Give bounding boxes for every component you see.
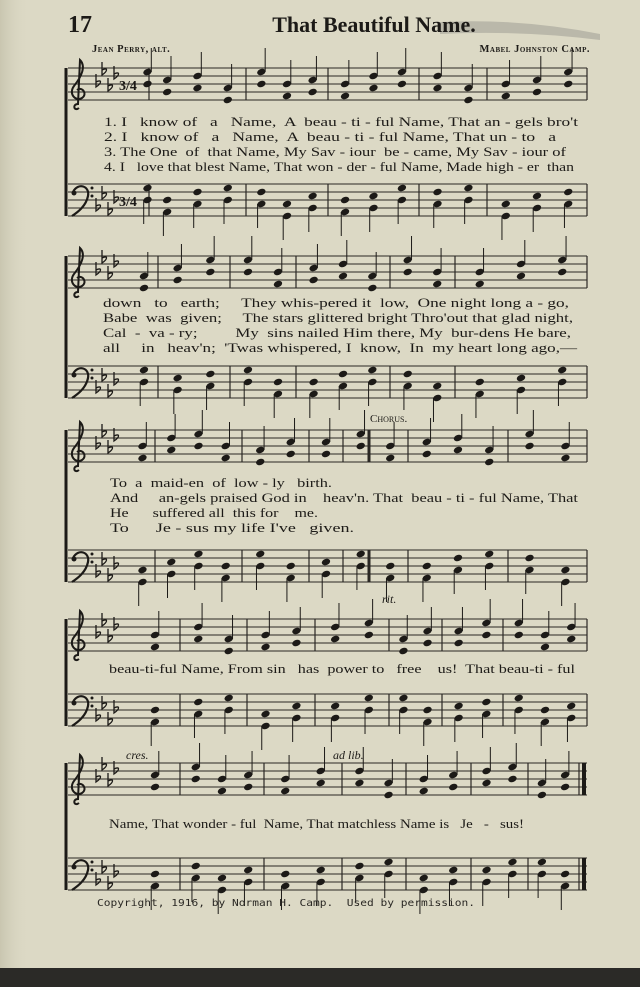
note-head: [308, 192, 318, 201]
lyric-verse-2-line-2: Babe was given; The stars glittered bright Thro'out that glad night,: [103, 310, 573, 325]
note-head: [309, 378, 319, 387]
note-head: [224, 647, 234, 656]
cres-marking: cres.: [126, 748, 149, 762]
page-binding-shadow: [0, 0, 30, 987]
note-head: [432, 84, 442, 93]
note-head: [321, 450, 331, 459]
note-head: [224, 694, 234, 703]
note-head: [139, 284, 149, 293]
note-head: [422, 639, 432, 648]
note-head: [422, 450, 432, 459]
note-head: [385, 562, 395, 571]
note-head: [448, 866, 458, 875]
note-head: [481, 866, 491, 875]
note-head: [191, 862, 201, 871]
note-head: [566, 702, 576, 711]
note-head: [280, 870, 290, 879]
note-head: [463, 96, 473, 105]
note-head: [516, 272, 526, 281]
note-head: [419, 874, 429, 883]
note-head: [221, 454, 231, 463]
note-head: [385, 454, 395, 463]
rit-marking: rit.: [382, 592, 397, 606]
note-head: [540, 643, 550, 652]
note-head: [255, 458, 265, 467]
treble-clef-icon: [72, 755, 85, 804]
note-head: [532, 192, 542, 201]
note-head: [367, 284, 377, 293]
note-head: [291, 639, 301, 648]
note-head: [560, 870, 570, 879]
note-head: [422, 562, 432, 571]
chorus-marking: Chorus.: [370, 413, 408, 425]
note-head: [173, 374, 183, 383]
treble-clef-icon: [72, 422, 85, 471]
composer-credit: Mabel Johnston Camp.: [479, 44, 590, 55]
note-head: [162, 196, 172, 205]
note-head: [524, 554, 534, 563]
note-head: [454, 702, 464, 711]
lyric-verse-2-line-1: 2. I know of a Name, A beau - ti - ful Name, That un - to a: [104, 129, 557, 144]
note-head: [475, 378, 485, 387]
treble-clef-icon: [72, 611, 85, 660]
note-head: [501, 200, 511, 209]
bass-clef-dot: [91, 553, 94, 556]
note-head: [243, 866, 253, 875]
note-head: [340, 196, 350, 205]
note-head: [150, 870, 160, 879]
note-head: [173, 276, 183, 285]
note-head: [397, 184, 407, 193]
note-head: [150, 643, 160, 652]
note-head: [484, 458, 494, 467]
note-head: [166, 558, 176, 567]
note-head: [454, 639, 464, 648]
lyric-verse-4-line-1: 4. I love that blest Name, That won - der - ful Name, Made high - er than: [104, 159, 575, 174]
note-head: [321, 558, 331, 567]
note-head: [563, 188, 573, 197]
note-head: [532, 88, 542, 97]
note-head: [217, 787, 227, 796]
note-head: [150, 783, 160, 792]
note-head: [383, 858, 393, 867]
lyricist-credit: Jean Perry, alt.: [92, 44, 171, 55]
note-head: [560, 566, 570, 575]
note-head: [557, 366, 567, 375]
lyric-verse-4-line-3: To Je - sus my life I've given.: [110, 520, 354, 535]
treble-clef-icon: [72, 248, 85, 297]
note-head: [398, 694, 408, 703]
note-head: [280, 787, 290, 796]
lyric-verse-1-line-1: 1. I know of a Name, A beau - ti - ful Name, That an - gels bro't: [104, 114, 579, 129]
note-head: [243, 366, 253, 375]
note-head: [223, 184, 233, 193]
note-head: [286, 562, 296, 571]
bass-clef-dot: [72, 191, 77, 196]
note-head: [354, 779, 364, 788]
note-head: [205, 370, 215, 379]
lyric-verse-3-line-1: 3. The One of that Name, My Sav - iour be - came, My Sav - iour of: [104, 144, 567, 159]
note-head: [282, 200, 292, 209]
bass-clef-dot: [72, 701, 77, 706]
lyric-verse-3-line-2: Cal - va - ry; My sins nailed Him there, My bur-dens He bare,: [103, 325, 571, 340]
note-head: [260, 710, 270, 719]
note-head: [291, 702, 301, 711]
bass-clef-dot: [72, 865, 77, 870]
note-head: [191, 775, 201, 784]
note-head: [540, 706, 550, 715]
note-head: [432, 188, 442, 197]
note-head: [537, 791, 547, 800]
note-head: [340, 92, 350, 101]
note-head: [453, 554, 463, 563]
note-head: [448, 783, 458, 792]
note-head: [514, 631, 524, 640]
note-head: [507, 858, 517, 867]
bass-clef-dot: [91, 861, 94, 864]
note-head: [205, 268, 215, 277]
note-head: [463, 184, 473, 193]
treble-clef-icon: [72, 60, 85, 109]
note-head: [368, 192, 378, 201]
note-head: [256, 188, 266, 197]
note-head: [563, 80, 573, 89]
note-head: [260, 643, 270, 652]
note-head: [192, 84, 202, 93]
note-head: [481, 779, 491, 788]
note-head: [560, 454, 570, 463]
note-head: [137, 454, 147, 463]
note-head: [142, 184, 152, 193]
note-head: [560, 783, 570, 792]
hymn-title: That Beautiful Name.: [272, 12, 476, 37]
note-head: [142, 80, 152, 89]
note-head: [432, 382, 442, 391]
note-head: [316, 779, 326, 788]
bass-clef-dot: [72, 373, 77, 378]
note-head: [330, 702, 340, 711]
note-head: [273, 280, 283, 289]
note-head: [516, 374, 526, 383]
note-head: [308, 88, 318, 97]
note-head: [481, 631, 491, 640]
note-head: [150, 706, 160, 715]
note-head: [356, 550, 366, 559]
note-head: [537, 858, 547, 867]
note-head: [501, 92, 511, 101]
note-head: [524, 442, 534, 451]
note-head: [192, 188, 202, 197]
note-head: [282, 92, 292, 101]
bass-clef-dot: [91, 187, 94, 190]
bass-clef-dot: [91, 705, 94, 708]
lyric-chorus-line-2: Name, That wonder - ful Name, That matchless Name is Je - sus!: [109, 816, 524, 831]
lyric-chorus-line-1: beau-ti-ful Name, From sin has power to free us! That beau-ti - ful: [109, 661, 576, 676]
note-head: [397, 80, 407, 89]
note-head: [223, 96, 233, 105]
bass-clef-dot: [91, 195, 94, 198]
note-head: [364, 631, 374, 640]
hymn-number: 17: [68, 12, 92, 38]
note-head: [193, 550, 203, 559]
note-head: [367, 366, 377, 375]
treble-time-signature: 3/4: [119, 79, 137, 94]
bass-clef-dot: [91, 697, 94, 700]
note-head: [217, 874, 227, 883]
note-head: [557, 268, 567, 277]
note-head: [256, 80, 266, 89]
note-head: [330, 635, 340, 644]
note-head: [566, 635, 576, 644]
note-head: [364, 694, 374, 703]
note-head: [403, 268, 413, 277]
lyric-verse-3-line-3: He suffered all this for me.: [110, 505, 318, 520]
note-head: [453, 446, 463, 455]
note-head: [368, 84, 378, 93]
note-head: [338, 370, 348, 379]
lyric-verse-2-line-3: And an-gels praised God in heav'n. That beau - ti - ful Name, That: [110, 490, 579, 505]
note-head: [316, 866, 326, 875]
bass-time-signature: 3/4: [119, 195, 137, 210]
note-head: [243, 783, 253, 792]
note-head: [403, 370, 413, 379]
note-head: [309, 276, 319, 285]
note-head: [481, 698, 491, 707]
bass-clef-dot: [91, 869, 94, 872]
ad-lib-marking: ad lib.: [333, 748, 364, 762]
note-head: [338, 272, 348, 281]
lyric-verse-1-line-3: To a maid-en of low - ly birth.: [110, 475, 332, 490]
note-head: [286, 450, 296, 459]
bass-clef-dot: [91, 377, 94, 380]
note-head: [419, 787, 429, 796]
note-head: [139, 366, 149, 375]
note-head: [193, 442, 203, 451]
note-head: [273, 378, 283, 387]
bass-clef-dot: [91, 561, 94, 564]
note-head: [356, 442, 366, 451]
note-head: [475, 280, 485, 289]
bass-clef-dot: [72, 557, 77, 562]
note-head: [166, 446, 176, 455]
note-head: [193, 698, 203, 707]
note-head: [255, 550, 265, 559]
bass-clef-dot: [91, 369, 94, 372]
note-head: [221, 562, 231, 571]
note-head: [193, 635, 203, 644]
copyright-notice: Copyright, 1916, by Norman H. Camp. Used by permission.: [97, 898, 475, 909]
note-head: [243, 268, 253, 277]
note-head: [354, 862, 364, 871]
note-head: [422, 706, 432, 715]
note-head: [484, 550, 494, 559]
note-head: [432, 280, 442, 289]
note-head: [507, 775, 517, 784]
note-head: [162, 88, 172, 97]
note-head: [398, 647, 408, 656]
note-head: [137, 566, 147, 575]
lyric-verse-1-line-2: down to earth; They whis-pered it low, One night long a - go,: [103, 295, 569, 310]
note-head: [514, 694, 524, 703]
lyric-verse-4-line-2: all in heav'n; 'Twas whispered, I know, In my heart long ago,—: [103, 340, 579, 355]
note-head: [383, 791, 393, 800]
scan-edge: [0, 968, 640, 987]
